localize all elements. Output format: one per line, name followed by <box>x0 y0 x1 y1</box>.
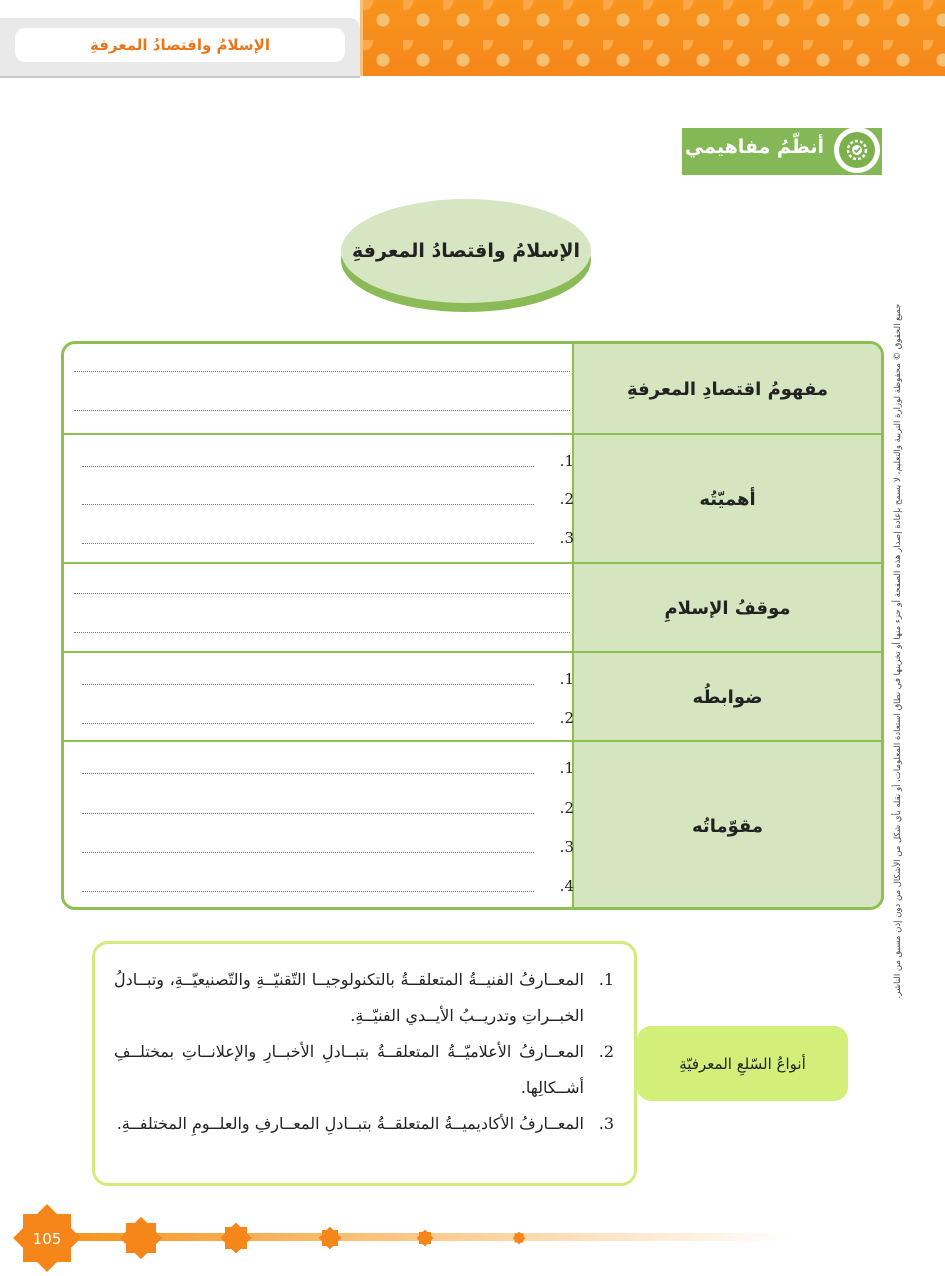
row-label: ضوابطُه <box>572 653 881 742</box>
star-icon <box>220 1222 251 1253</box>
footer-stars <box>0 1196 560 1276</box>
item-number: 1. <box>598 970 614 989</box>
chapter-title: الإسلامُ واقتصادُ المعرفةِ <box>15 28 345 62</box>
answer-line[interactable] <box>74 410 570 411</box>
line-number: 1. <box>559 670 574 688</box>
copyright-note <box>888 296 908 1006</box>
knowledge-types-list <box>114 962 614 1142</box>
page-number: 105 <box>32 1230 62 1248</box>
answer-line[interactable] <box>74 670 574 692</box>
answer-line[interactable] <box>74 452 574 474</box>
item-number: 2. <box>598 1042 614 1061</box>
answer-line[interactable] <box>74 759 574 781</box>
answer-line[interactable] <box>74 371 570 372</box>
star-icon <box>120 1217 162 1259</box>
answer-line[interactable] <box>74 877 574 899</box>
item-text: المعــارفُ الأكاديميــةُ المتعلقــةُ بتبــادلِ المعــارفِ والعلــومِ المختلفــةِ. <box>116 1114 584 1133</box>
topic-title: الإسلامُ واقتصادُ المعرفةِ <box>341 199 591 303</box>
list-item <box>114 1034 614 1106</box>
row-label: مفهومُ اقتصادِ المعرفةِ <box>572 344 881 435</box>
star-icon <box>417 1230 434 1247</box>
answer-line[interactable] <box>74 490 574 512</box>
concept-table <box>61 341 884 910</box>
section-label-text: أنظّمُ مفاهيمي <box>684 136 824 158</box>
row-label: مقوّماتُه <box>572 742 881 910</box>
line-number: 2. <box>559 799 574 817</box>
list-item <box>114 962 614 1034</box>
item-text: المعــارفُ الأعلاميّــةُ المتعلقــةُ بتبــادلِ الأخبــارِ والإعلانــاتِ بمختلــفِ أشــكالِها. <box>114 1042 584 1097</box>
gear-icon <box>834 127 880 173</box>
table-row <box>64 651 881 742</box>
line-number: 3. <box>559 529 574 547</box>
line-number: 2. <box>559 709 574 727</box>
line-number: 4. <box>559 877 574 895</box>
answer-line[interactable] <box>74 709 574 731</box>
table-row <box>64 740 881 910</box>
answer-line[interactable] <box>74 632 570 633</box>
answer-line[interactable] <box>74 799 574 821</box>
section-label <box>682 128 882 175</box>
knowledge-types-label: أنواعُ السّلعِ المعرفيّةِ <box>637 1026 848 1101</box>
item-text: المعــارفُ الفنيــةُ المتعلقــةُ بالتكنولوجيــا التّقنيّــةِ والتّصنيعيّــةِ، وتبــادلُ الخبــراتِ وتدريــبُ الأيــدي الفنيّــةِ. <box>114 970 584 1025</box>
list-item <box>114 1106 614 1142</box>
star-icon <box>319 1227 342 1250</box>
header-pattern <box>360 0 945 76</box>
star-icon <box>513 1232 526 1245</box>
table-row <box>64 344 881 435</box>
line-number: 2. <box>559 490 574 508</box>
answer-line[interactable] <box>74 838 574 860</box>
line-number: 1. <box>559 452 574 470</box>
row-label: موقفُ الإسلامِ <box>572 564 881 653</box>
row-label: أهميّتُه <box>572 435 881 564</box>
table-row <box>64 433 881 564</box>
answer-line[interactable] <box>74 593 570 594</box>
knowledge-types-box <box>92 941 637 1186</box>
answer-line[interactable] <box>74 529 574 551</box>
copyright-text: جميع الحقوق © محفوظة لوزارة التربية والتعليم، لا يسمح بإعادة إصدار هذه الصفحة أو جزء منها أو تخزينها في نطاق استعادة المعلومات، أو نقله بأي شكل من الأشكال من دون إذن مسبق من الناشر. <box>893 303 903 999</box>
line-number: 1. <box>559 759 574 777</box>
line-number: 3. <box>559 838 574 856</box>
table-row <box>64 562 881 653</box>
item-number: 3. <box>598 1114 614 1133</box>
